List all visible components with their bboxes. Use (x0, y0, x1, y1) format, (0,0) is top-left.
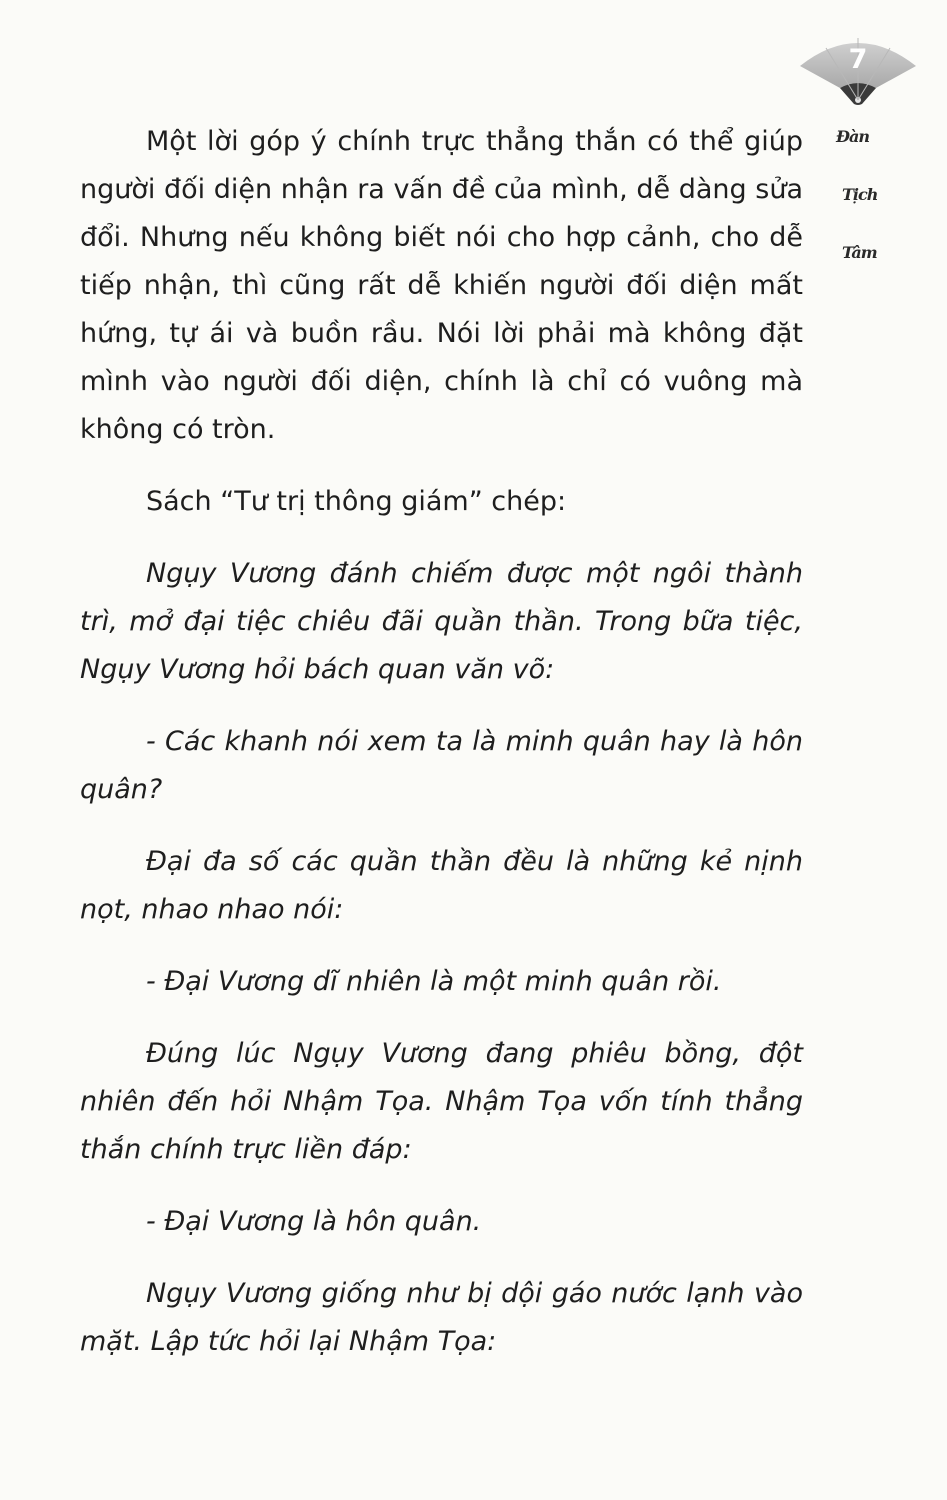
paragraph: - Đại Vương dĩ nhiên là một minh quân rồi. (146, 966, 722, 997)
side-title-word: Đàn (836, 127, 869, 146)
paragraph: - Đại Vương là hôn quân. (146, 1206, 482, 1237)
side-title-word: Tâm (842, 243, 877, 262)
paragraph: Ngụy Vương giống như bị dội gáo nước lạnh vào mặt. Lập tức hỏi lại Nhậm Tọa: (80, 1278, 803, 1357)
body-text (80, 118, 803, 1390)
paragraph: Sách “Tư trị thông giám” chép: (146, 486, 567, 517)
paragraph: Một lời góp ý chính trực thẳng thắn có thể giúp người đối diện nhận ra vấn đề của mình, dễ dàng sửa đổi. Nhưng nếu không biết nói cho hợp cảnh, cho dễ tiếp nhận, thì cũng rất dễ khiến người đối diện mất hứng, tự ái và buồn rầu. Nói lời phải mà không đặt mình vào người đối diện, chính là chỉ có vuông mà không có tròn. (80, 126, 803, 445)
paragraph: - Các khanh nói xem ta là minh quân hay là hôn quân? (80, 726, 803, 805)
side-title-word: Tịch (842, 185, 878, 204)
paragraph: Đại đa số các quần thần đều là những kẻ nịnh nọt, nhao nhao nói: (80, 846, 803, 925)
paragraph: Đúng lúc Ngụy Vương đang phiêu bồng, đột nhiên đến hỏi Nhậm Tọa. Nhậm Tọa vốn tính thẳng thắn chính trực liền đáp: (80, 1038, 803, 1165)
page-number: 7 (848, 44, 868, 75)
paragraph: Ngụy Vương đánh chiếm được một ngôi thành trì, mở đại tiệc chiêu đãi quần thần. Trong bữa tiệc, Ngụy Vương hỏi bách quan văn võ: (80, 558, 803, 685)
side-title (828, 128, 908, 302)
